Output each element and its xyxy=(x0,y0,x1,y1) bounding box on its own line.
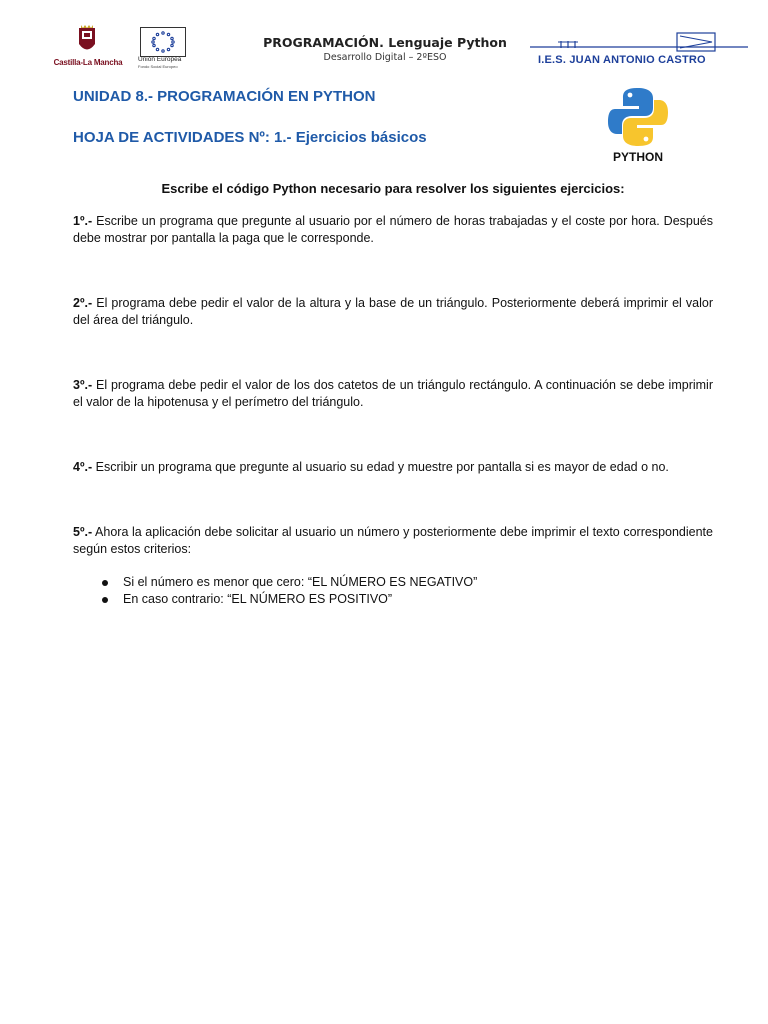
page-header xyxy=(0,0,768,80)
exercise-number: 5º.- xyxy=(73,525,93,539)
course-subtitle: Desarrollo Digital – 2ºESO xyxy=(323,52,447,63)
exercise-4 xyxy=(73,459,713,476)
eu-logo xyxy=(138,27,188,71)
coat-of-arms-icon xyxy=(74,24,100,56)
python-logo-label: PYTHON xyxy=(612,150,663,164)
castilla-la-mancha-logo xyxy=(50,24,126,72)
list-item xyxy=(73,591,713,608)
exercise-text: El programa debe pedir el valor de la altura y la base de un triángulo. Posteriormente deberá imprimir el valor del área del triángulo. xyxy=(73,296,713,327)
eu-logo-name: Unión Europea xyxy=(138,56,182,63)
exercise-number: 4º.- xyxy=(73,460,93,474)
exercise-text: Ahora la aplicación debe solicitar al usuario un número y posteriormente debe imprimir el texto correspondiente según estos criterios: xyxy=(73,525,713,556)
exercise-5 xyxy=(73,524,713,558)
school-emblem-icon xyxy=(528,30,750,54)
bullet-icon xyxy=(102,580,108,586)
exercise-number: 2º.- xyxy=(73,296,93,310)
bullet-icon xyxy=(102,597,108,603)
unit-title: UNIDAD 8.- PROGRAMACIÓN EN PYTHON xyxy=(73,88,376,105)
exercise-2 xyxy=(73,295,713,329)
school-logo xyxy=(528,30,750,70)
school-name: I.E.S. JUAN ANTONIO CASTRO xyxy=(538,54,706,66)
list-item xyxy=(73,574,713,591)
eu-logo-subtitle: Fondo Social Europeo xyxy=(138,64,178,69)
eu-flag-icon xyxy=(140,27,186,57)
python-icon xyxy=(605,86,671,148)
exercise-number: 1º.- xyxy=(73,214,93,228)
exercise-1 xyxy=(73,213,713,247)
exercise-text: El programa debe pedir el valor de los dos catetos de un triángulo rectángulo. A continuación se debe imprimir el valor de la hipotenusa y el perímetro del triángulo. xyxy=(73,378,713,409)
exercise-text: Escribe un programa que pregunte al usuario por el número de horas trabajadas y el coste por hora. Después debe mostrar por pantalla la paga que le corresponde. xyxy=(73,214,713,245)
course-title: PROGRAMACIÓN. Lenguaje Python xyxy=(263,35,507,50)
exercise-number: 3º.- xyxy=(73,378,93,392)
header-center xyxy=(220,35,550,63)
exercise-3 xyxy=(73,377,713,411)
activity-sheet-title: HOJA DE ACTIVIDADES Nº: 1.- Ejercicios básicos xyxy=(73,129,427,146)
exercise-text: Escribir un programa que pregunte al usuario su edad y muestre por pantalla si es mayor de edad o no. xyxy=(92,460,669,474)
castilla-la-mancha-name: Castilla-La Mancha xyxy=(53,58,123,67)
python-logo xyxy=(605,86,671,166)
criteria-list xyxy=(73,574,713,608)
list-item-text: En caso contrario: “EL NÚMERO ES POSITIVO” xyxy=(123,592,393,606)
list-item-text: Si el número es menor que cero: “EL NÚMERO ES NEGATIVO” xyxy=(123,575,478,589)
instructions: Escribe el código Python necesario para resolver los siguientes ejercicios: xyxy=(161,181,625,196)
